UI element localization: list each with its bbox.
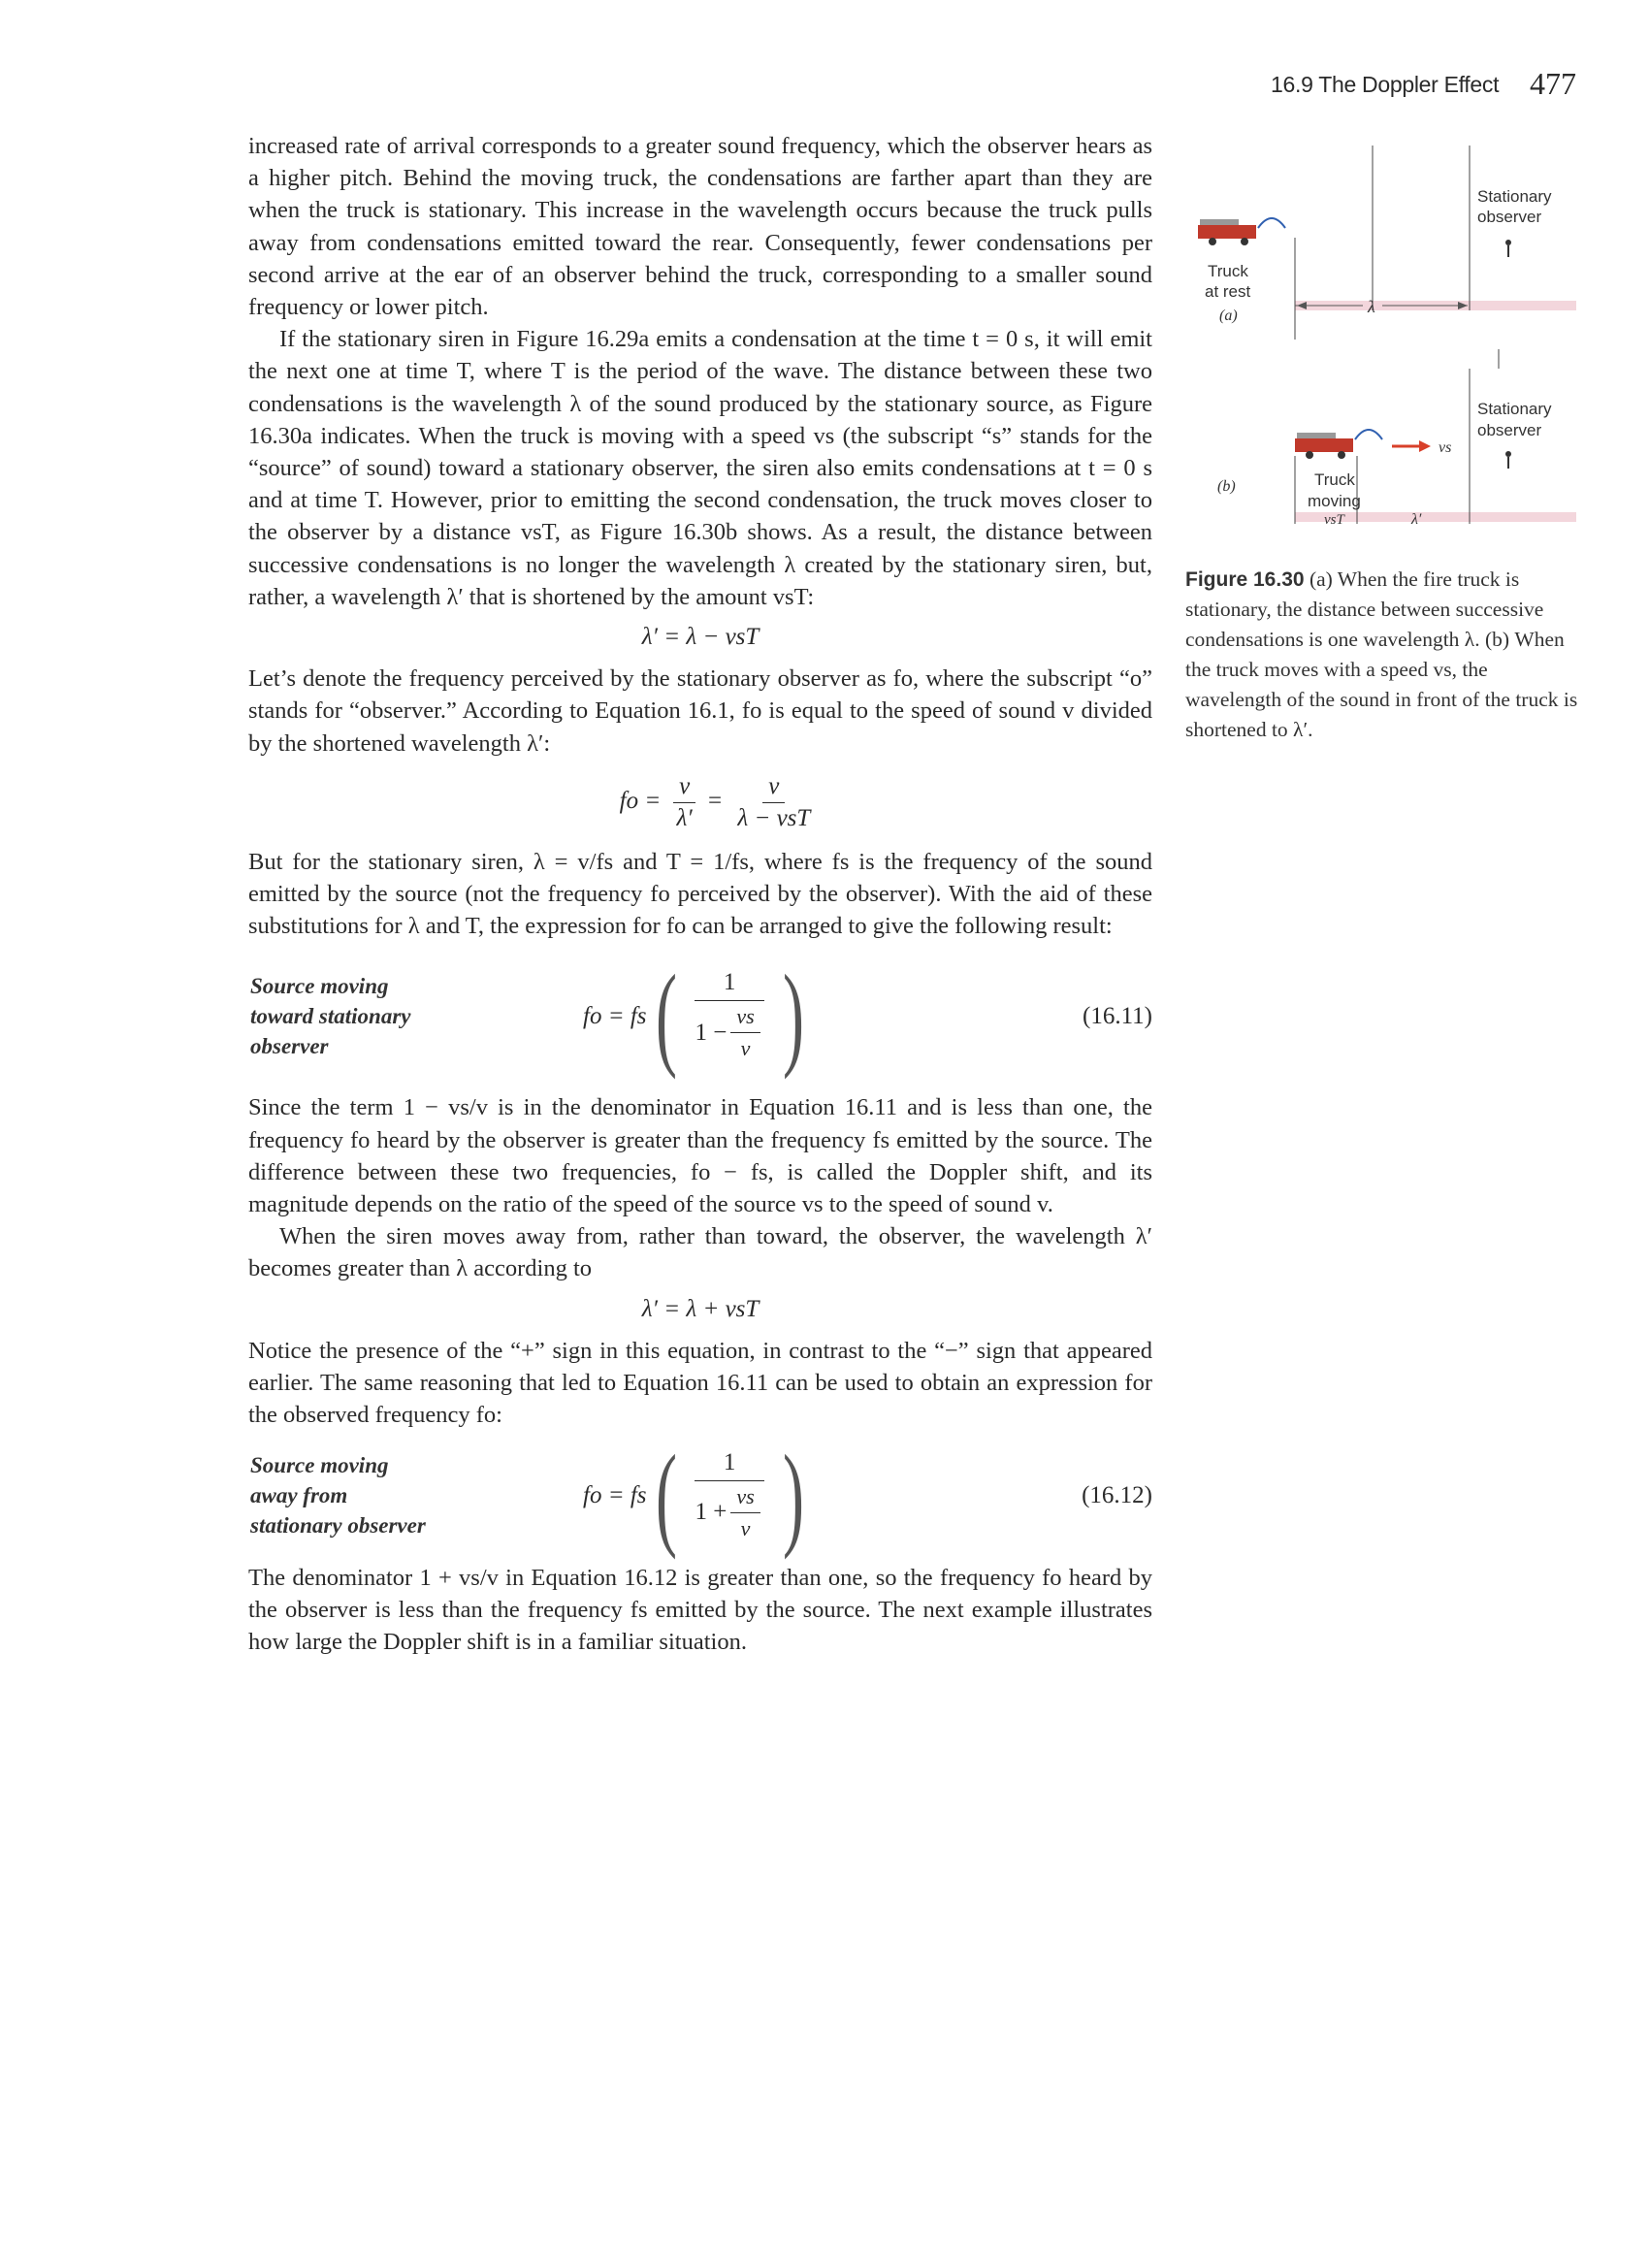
truck-rest-label-1: Truck (1208, 262, 1248, 280)
observer-a-label-2: observer (1477, 208, 1542, 226)
eq-fo-lhs: fo = (619, 788, 662, 815)
lambda-prime-label: λ′ (1411, 511, 1422, 528)
eq-fraction-1: $\frac{v}{\lambda'}$ (670, 773, 697, 832)
observer-a-figure (1505, 240, 1511, 257)
paragraph-6: When the siren moves away from, rather than toward, the observer, the wavelength λ′ becomes greater than λ according to (248, 1223, 1152, 1282)
eq-fraction-2: $\frac{v}{\text{λ − vsT}}$ (737, 772, 811, 831)
observer-b-label-2: observer (1477, 421, 1542, 439)
equation-16-11 (248, 948, 1152, 1084)
paragraph-3: Let’s denote the frequency perceived by the stationary observer as fo, where the subscript “o” stands for “observer.” According to Equation 16.1, fo is equal to the speed of sound v divided by the shortened wavelength λ′: (248, 665, 1152, 757)
equation-lambda-prime-plus: λ′ = λ + vsT (641, 1295, 760, 1322)
fire-truck-a (1198, 218, 1285, 245)
equation-16-12 (248, 1430, 1152, 1560)
truck-moving-label-1: Truck (1314, 470, 1355, 489)
fire-truck-b (1295, 430, 1382, 459)
equation-lambda-prime-minus: λ′ = λ − vsT (641, 624, 760, 651)
figure-16-30-diagram (1179, 136, 1586, 563)
velocity-label: vs (1439, 439, 1452, 456)
figure-caption (1185, 565, 1583, 745)
main-text (248, 130, 1152, 1658)
eq-equals: = (708, 788, 723, 815)
observer-a-label-1: Stationary (1477, 187, 1552, 206)
section-title: 16.9 The Doppler Effect (1271, 72, 1500, 97)
truck-rest-label-2: at rest (1205, 282, 1251, 301)
vsT-label: vsT (1324, 512, 1344, 528)
velocity-arrowhead (1419, 440, 1431, 452)
eq-side-label-1612: Source moving away from stationary observer (250, 1453, 426, 1538)
paragraph-5: Since the term 1 − vs/v is in the denominator in Equation 16.11 and is less than one, the frequency fo heard by the observer is greater than the frequency fs emitted by the source. The difference between these two frequencies, fo − fs, is called the Doppler shift, and its magnitude depends on the ratio of the speed of the source vs to the speed of sound v. (248, 1094, 1152, 1218)
eq-number-1612: (16.12) (1082, 1481, 1152, 1508)
page-number: 477 (1530, 66, 1576, 101)
paragraph-2: If the stationary siren in Figure 16.29a emits a condensation at the time t = 0 s, it will emit the next one at time T, where T is the period of the wave. The distance between these two condensations is the wavelength λ of the sound produced by the stationary source, as Figure 16.30a indicates. When the truck is moving with a speed vs (the subscript “s” stands for the “source” of sound) toward a stationary observer, the siren also emits condensations at t = 0 s and at time T. However, prior to emitting the second condensation, the truck moves closer to the observer by a distance vsT, as Figure 16.30b shows. As a result, the distance between successive condensations is no longer the wavelength λ created by the stationary siren, but, rather, a wavelength λ′ that is shortened by the amount vsT: (248, 326, 1152, 610)
eq-body-1612: fo = fs ( 1 1 + $\frac{vs}{v}$ ) (583, 1430, 804, 1560)
panel-a-label: (a) (1219, 308, 1238, 324)
paragraph-7: Notice the presence of the “+” sign in this equation, in contrast to the “−” sign that appeared earlier. The same reasoning that led to Equation 16.11 can be used to obtain an expression for the observed frequency fo: (248, 1337, 1152, 1429)
equation-fo-fraction (248, 773, 1152, 832)
eq-side-label-1611: Source moving toward stationary observer (250, 973, 411, 1058)
paragraph-8: The denominator 1 + vs/v in Equation 16.12 is greater than one, so the frequency fo heard by the observer is less than the frequency fs emitted by the source. The next example illustrates how large the Doppler shift is in a familiar situation. (248, 1564, 1152, 1655)
eq-number-1611: (16.11) (1083, 1002, 1152, 1029)
running-header (1271, 68, 1581, 107)
lambda-a-label: λ (1368, 297, 1375, 316)
paragraph-1: increased rate of arrival corresponds to a greater sound frequency, which the observer hears as a higher pitch. Behind the moving truck, the condensations are farther apart than they are when the truck is stationary. This increase in the wavelength occurs because the truck pulls away from condensations emitted toward the rear. Consequently, fewer condensations per second arrive at the ear of an observer behind the truck, corresponding to a smaller sound frequency or lower pitch. (248, 133, 1152, 321)
caption-text: (a) When the fire truck is stationary, the distance between successive condensations is one wavelength λ. (b) When the truck moves with a speed vs, the wavelength of the sound in front of the truck is shortened to λ′. (1185, 567, 1578, 741)
caption-label: Figure 16.30 (1185, 568, 1305, 591)
panel-b-label: (b) (1217, 478, 1236, 495)
truck-moving-label-2: moving (1308, 492, 1361, 510)
eq-body-1611: fo = fs ( 1 1 − $\frac{vs}{v}$ ) (583, 951, 804, 1081)
observer-b-figure (1505, 451, 1511, 469)
paragraph-4: But for the stationary siren, λ = v/fs and T = 1/fs, where fs is the frequency of the sound emitted by the source (not the frequency fo perceived by the observer). With the aid of these substitutions for λ and T, the expression for fo can be arranged to give the following result: (248, 848, 1152, 940)
observer-b-label-1: Stationary (1477, 400, 1552, 418)
